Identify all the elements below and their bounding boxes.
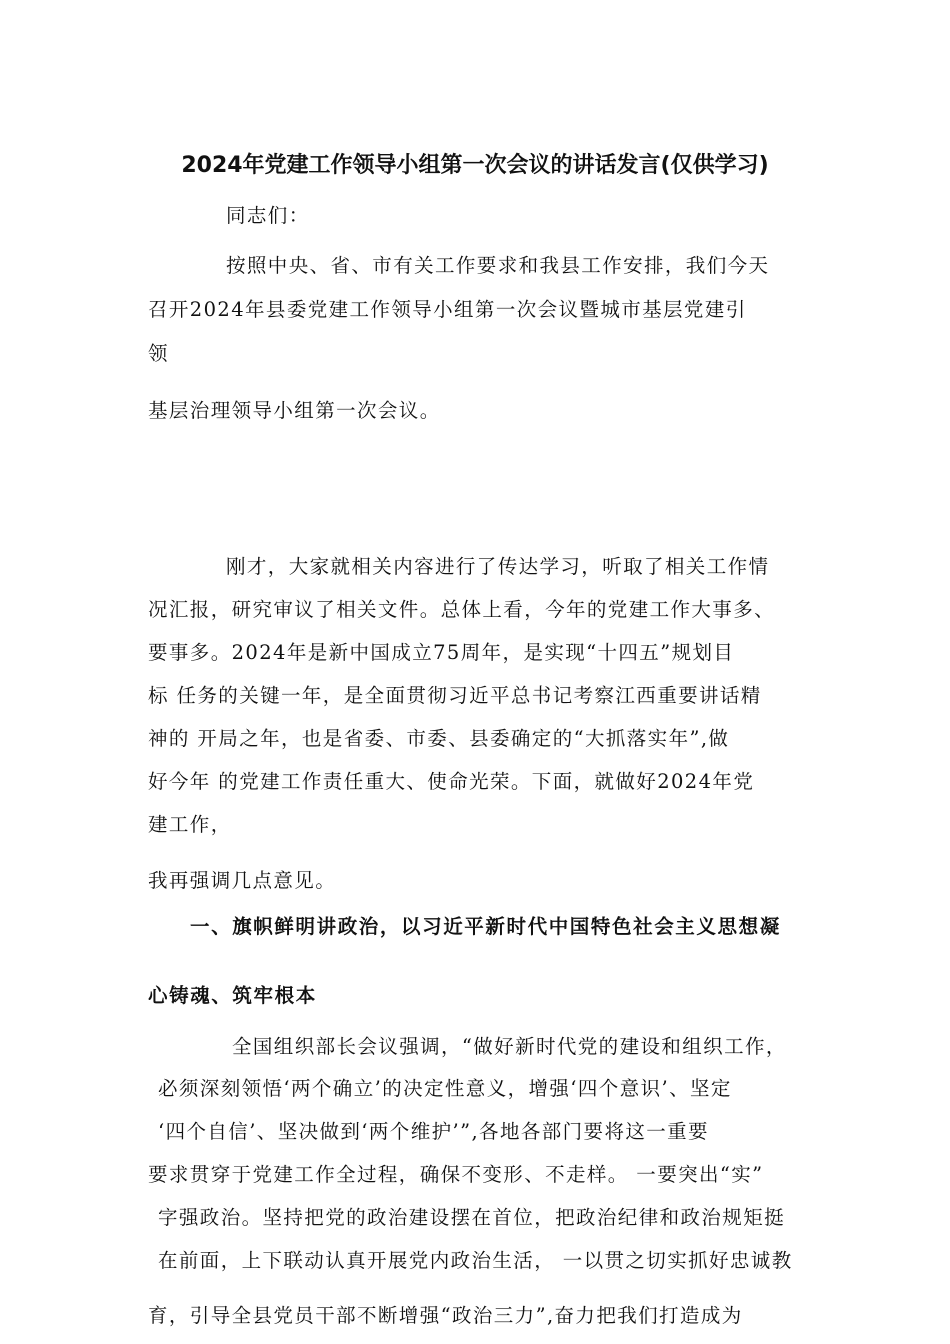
- text-line: 神的 开局之年，也是省委、市委、县委确定的“大抓落实年”,做: [148, 727, 730, 750]
- text-line: 要事多。2024年是新中国成立75周年，是实现“十四五”规划目: [148, 641, 735, 664]
- text-line: 基层治理领导小组第一次会议。: [148, 399, 441, 422]
- text-line: 建工作，: [148, 813, 232, 836]
- text-line: 在前面，上下联动认真开展党内政治生活， 一以贯之切实抓好忠诚教: [158, 1249, 793, 1272]
- text-line: 字强政治。坚持把党的政治建设摆在首位，把政治纪律和政治规矩挺: [158, 1206, 786, 1229]
- text-line: 我再强调几点意见。: [148, 869, 337, 892]
- heading-line: 心铸魂、筑牢根本: [148, 984, 317, 1007]
- text-line: 按照中央、省、市有关工作要求和我县工作安排，我们今天: [226, 254, 770, 277]
- text-line: 育，引导全县党员干部不断增强“政治三力”,奋力把我们打造成为: [148, 1304, 743, 1327]
- text-line: 召开2024年县委党建工作领导小组第一次会议暨城市基层党建引: [148, 298, 747, 321]
- text-line: 领: [148, 342, 169, 365]
- text-line: 况汇报，研究审议了相关文件。总体上看，今年的党建工作大事多、: [148, 598, 776, 621]
- heading-line: 一、旗帜鲜明讲政治，以习近平新时代中国特色社会主义思想凝: [190, 915, 781, 938]
- text-line: 全国组织部长会议强调，“做好新时代党的建设和组织工作，: [232, 1035, 787, 1058]
- text-line: 刚才，大家就相关内容进行了传达学习，听取了相关工作情: [226, 555, 770, 578]
- text-line: 要求贯穿于党建工作全过程，确保不变形、不走样。 一要突出“实”: [148, 1163, 764, 1186]
- text-line: ‘四个自信’、坚决做到‘两个维护’”,各地各部门要将这一重要: [158, 1120, 709, 1143]
- salutation: 同志们：: [226, 204, 310, 227]
- text-line: 必须深刻领悟‘两个确立’的决定性意义，增强‘四个意识’、坚定: [158, 1077, 732, 1100]
- document-title: 2024年党建工作领导小组第一次会议的讲话发言(仅供学习): [181, 153, 769, 178]
- text-line: 好今年 的党建工作责任重大、使命光荣。下面，就做好2024年党: [148, 770, 755, 793]
- text-line: 标 任务的关键一年，是全面贯彻习近平总书记考察江西重要讲话精: [148, 684, 762, 707]
